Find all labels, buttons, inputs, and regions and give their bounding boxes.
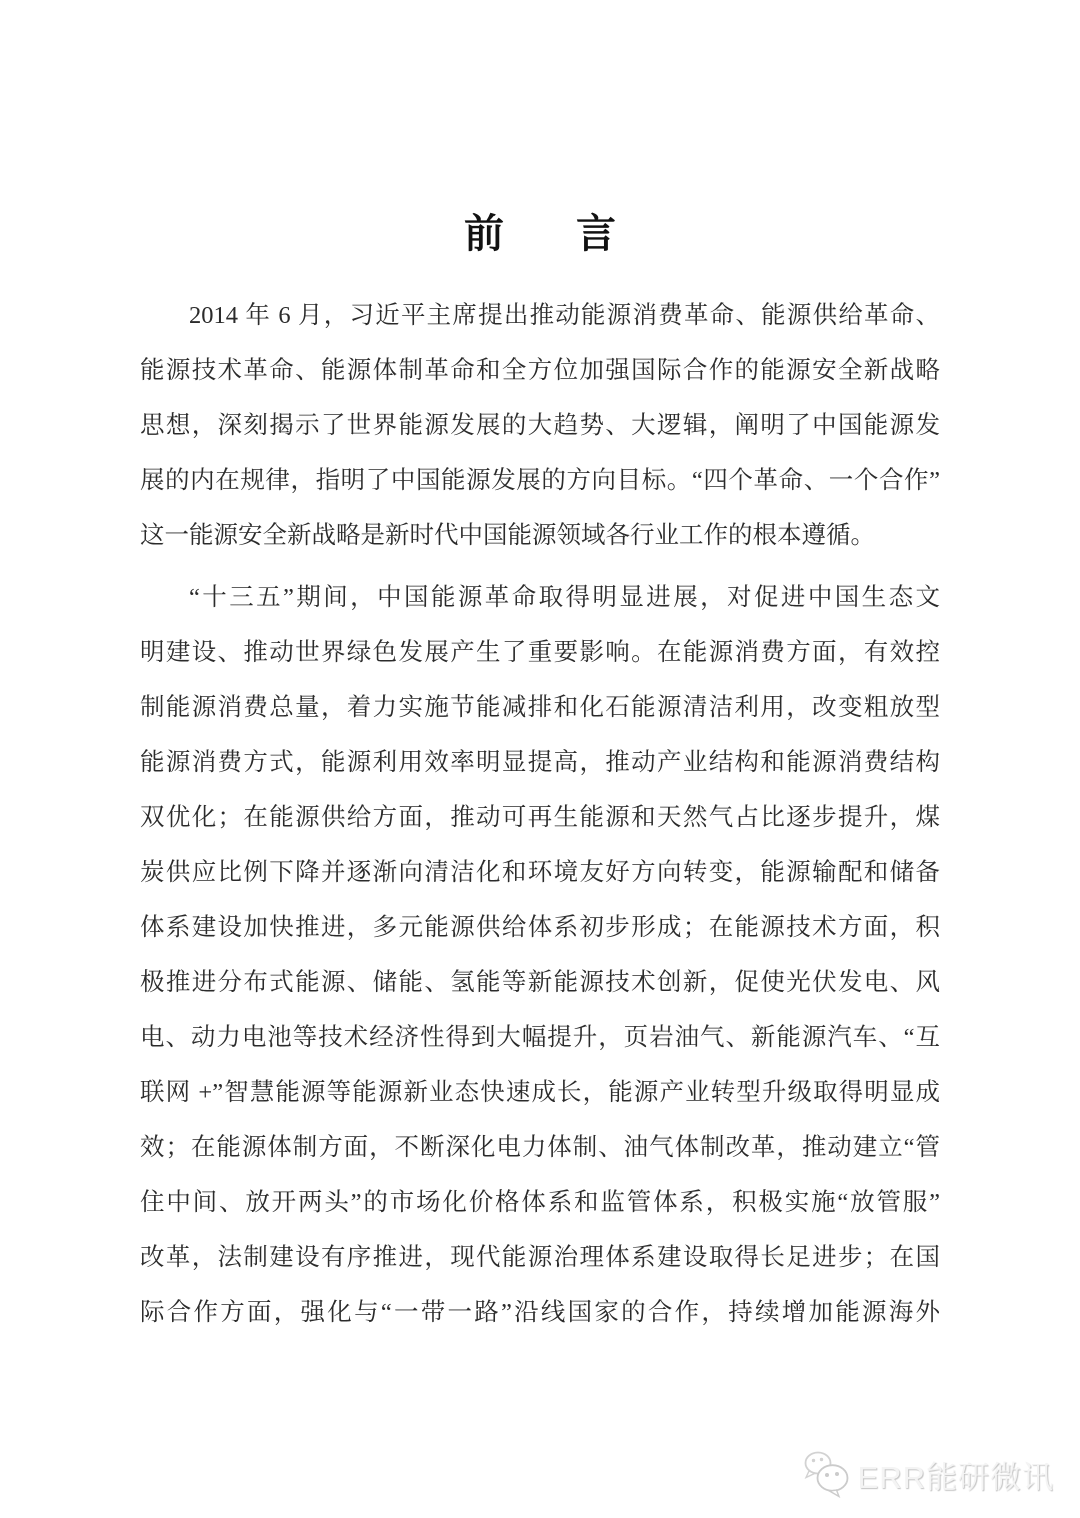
text-line: 能源消费方式，能源利用效率明显提高，推动产业结构和能源消费结构 (140, 749, 940, 776)
text-line: 际合作方面，强化与“一带一路”沿线国家的合作，持续增加能源海外 (140, 1299, 940, 1326)
document-body (140, 288, 940, 1340)
page-title-char-right: 言 (576, 212, 616, 256)
text-line: 能源技术革命、能源体制革命和全方位加强国际合作的能源安全新战略 (140, 357, 940, 384)
watermark-text: ERR能研微讯 (857, 1459, 1054, 1495)
text-line: 明建设、推动世界绿色发展产生了重要影响。在能源消费方面，有效控 (140, 639, 940, 666)
text-line: 展的内在规律，指明了中国能源发展的方向目标。“四个革命、一个合作” (140, 467, 940, 494)
text-line: 效；在能源体制方面，不断深化电力体制、油气体制改革，推动建立“管 (140, 1134, 940, 1161)
text-line: 思想，深刻揭示了世界能源发展的大趋势、大逻辑，阐明了中国能源发 (140, 412, 940, 439)
paragraph (140, 288, 940, 563)
text-line: 这一能源安全新战略是新时代中国能源领域各行业工作的根本遵循。 (140, 522, 875, 549)
wechat-icon (803, 1450, 851, 1498)
text-line: 改革，法制建设有序推进，现代能源治理体系建设取得长足进步；在国 (140, 1244, 940, 1271)
text-line: 住中间、放开两头”的市场化价格体系和监管体系，积极实施“放管服” (140, 1189, 940, 1216)
text-line: 2014 年 6 月，习近平主席提出推动能源消费革命、能源供给革命、 (189, 302, 940, 329)
text-line: 电、动力电池等技术经济性得到大幅提升，页岩油气、新能源汽车、“互 (140, 1024, 940, 1051)
text-line: 炭供应比例下降并逐渐向清洁化和环境友好方向转变，能源输配和储备 (140, 859, 940, 886)
watermark (803, 1450, 1054, 1498)
text-line: “十三五”期间，中国能源革命取得明显进展，对促进中国生态文 (189, 584, 940, 611)
page-title (0, 214, 1080, 254)
text-line: 联网 +”智慧能源等能源新业态快速成长，能源产业转型升级取得明显成 (140, 1079, 940, 1106)
page-title-char-left: 前 (464, 212, 504, 256)
text-line: 极推进分布式能源、储能、氢能等新能源技术创新，促使光伏发电、风 (140, 969, 940, 996)
text-line: 制能源消费总量，着力实施节能减排和化石能源清洁利用，改变粗放型 (140, 694, 940, 721)
text-line: 双优化；在能源供给方面，推动可再生能源和天然气占比逐步提升，煤 (140, 804, 940, 831)
text-line: 体系建设加快推进，多元能源供给体系初步形成；在能源技术方面，积 (140, 914, 940, 941)
paragraph (140, 570, 940, 1340)
